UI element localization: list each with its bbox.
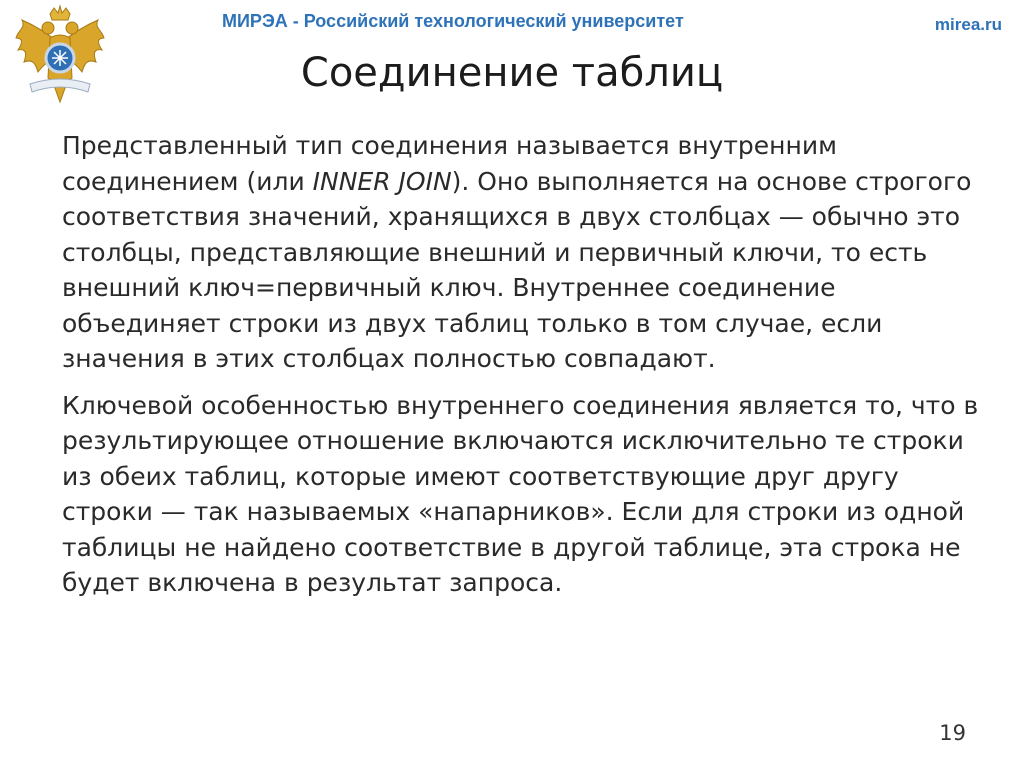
slide-content bbox=[62, 128, 992, 612]
paragraph-inner-join-definition bbox=[62, 128, 992, 377]
header-site-link[interactable]: mirea.ru bbox=[934, 15, 1002, 34]
slide-title: Соединение таблиц bbox=[300, 50, 724, 96]
paragraph-1-part-2: ). Оно выполняется на основе строгого соответствия значений, хранящихся в двух столбцах — обычно это столбцы, представляющие внешний и первичный ключи, то есть внешний ключ=первичный ключ. Внутреннее соединение объединяет строки из двух таблиц только в том случае, если значения в этих столбцах полностью совпадают. bbox=[62, 166, 972, 373]
header-university-name: МИРЭА - Российский технологический университет bbox=[222, 11, 684, 31]
page-number: 19 bbox=[939, 721, 966, 745]
inner-join-term: INNER JOIN bbox=[312, 166, 452, 196]
paragraph-1-part-1: Представленный тип соединения называется внутренним соединением (или bbox=[62, 131, 837, 196]
paragraph-inner-join-feature: Ключевой особенностью внутреннего соединения является то, что в результирующее отношение включаются исключительно те строки из обеих таблиц, которые имеют соответствующие друг другу строки — так называемых «напарников». Если для строки из одной таблицы не найдено соответствие в другой таблице, эта строка не будет включена в результат запроса. bbox=[62, 390, 979, 597]
